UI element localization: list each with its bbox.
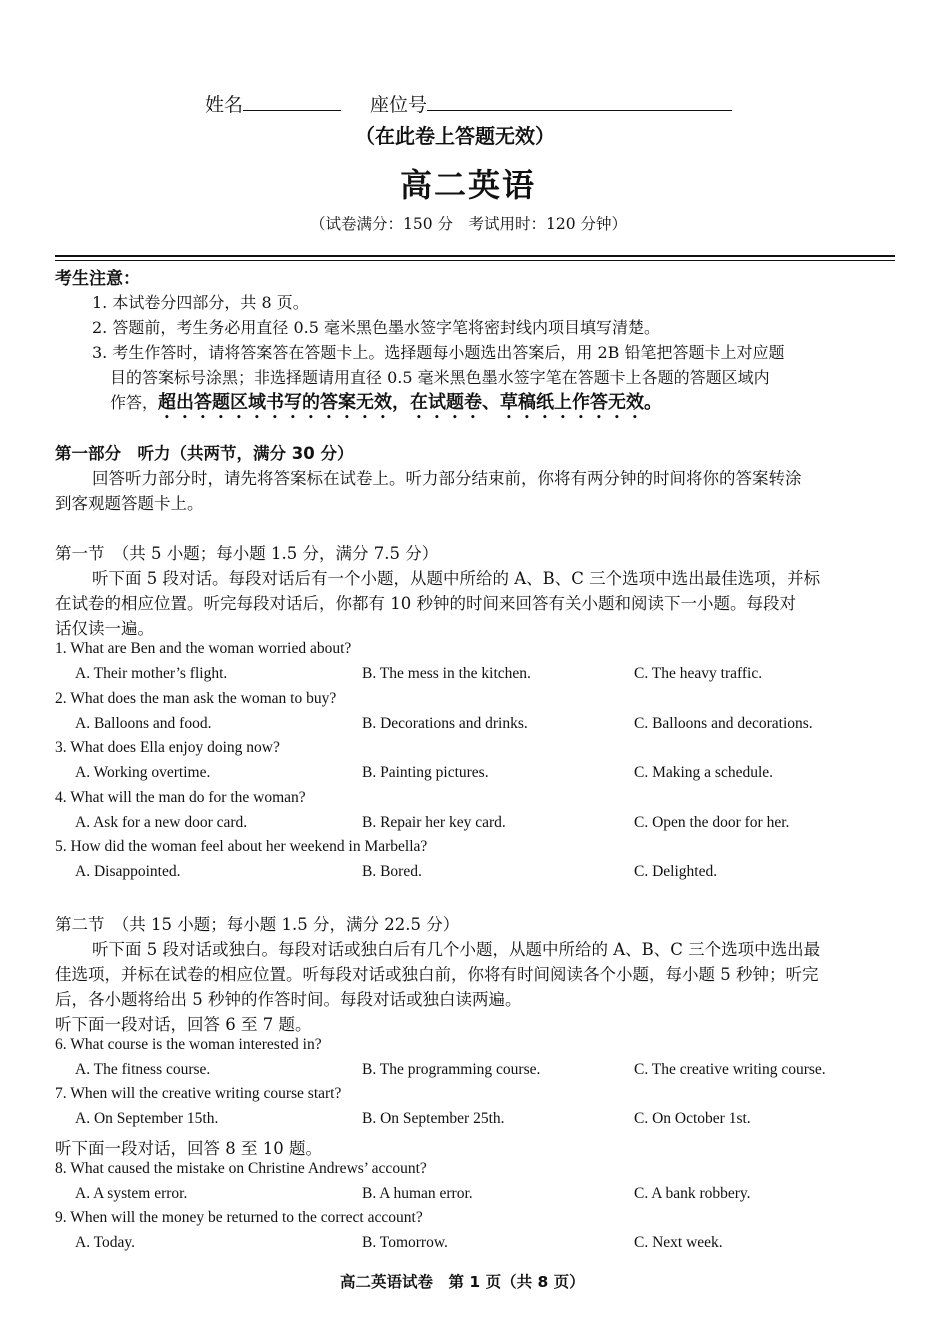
option-a: A. Balloons and food. xyxy=(75,715,212,732)
question-stem: 4. What will the man do for the woman? xyxy=(55,789,306,806)
option-b: B. A human error. xyxy=(362,1185,473,1202)
notice-item-3-line2: 目的答案标号涂黑；非选择题请用直径 0.5 毫米黑色墨水签字笔在答题卡上各题的答题区域内 xyxy=(110,368,770,387)
notice-item-2: 2. 答题前，考生务必用直径 0.5 毫米黑色墨水签字笔将密封线内项目填写清楚。 xyxy=(92,318,660,337)
group-instruction-6-7: 听下面一段对话，回答 6 至 7 题。 xyxy=(55,1015,312,1034)
name-label: 姓名 xyxy=(205,94,244,116)
invalid-notice: （在此卷上答题无效） xyxy=(355,124,555,148)
option-b: B. The mess in the kitchen. xyxy=(362,665,531,682)
notice-item-1: 1. 本试卷分四部分，共 8 页。 xyxy=(92,293,309,312)
notice-heading: 考生注意： xyxy=(55,269,140,289)
option-b: B. Bored. xyxy=(362,863,422,880)
option-b: B. On September 25th. xyxy=(362,1110,505,1127)
option-b: B. Decorations and drinks. xyxy=(362,715,528,732)
section1-heading: 第一节 （共 5 小题；每小题 1.5 分，满分 7.5 分） xyxy=(55,544,439,563)
notice-item-3-line1: 3. 考生作答时，请将答案答在答题卡上。选择题每小题选出答案后，用 2B 铅笔把答题卡上对应题 xyxy=(92,343,785,362)
question-stem: 5. How did the woman feel about her weekend in Marbella? xyxy=(55,838,428,855)
notice-item-3-prefix: 作答， xyxy=(110,393,159,412)
option-a: A. Their mother’s flight. xyxy=(75,665,228,682)
section2-instr-line3: 后，各小题将给出 5 秒钟的作答时间。每段对话或独白读两遍。 xyxy=(55,990,522,1009)
option-a: A. Today. xyxy=(75,1234,136,1251)
section2-heading: 第二节 （共 15 小题；每小题 1.5 分，满分 22.5 分） xyxy=(55,915,460,934)
option-b: B. The programming course. xyxy=(362,1061,541,1078)
option-c: C. A bank robbery. xyxy=(634,1185,751,1202)
option-a: A. The fitness course. xyxy=(75,1061,211,1078)
exam-subtitle: （试卷满分：150 分 考试用时：120 分钟） xyxy=(310,215,628,233)
page-title: 高二英语 xyxy=(400,166,537,204)
section1-instr-line2: 在试卷的相应位置。听完每段对话后，你都有 10 秒钟的时间来回答有关小题和阅读下一小题。每段对 xyxy=(55,594,796,613)
option-b: B. Painting pictures. xyxy=(362,764,489,781)
divider-thick xyxy=(55,255,895,257)
question-stem: 3. What does Ella enjoy doing now? xyxy=(55,739,280,756)
question-stem: 1. What are Ben and the woman worried about? xyxy=(55,640,352,657)
section2-instr-line2: 佳选项，并标在试卷的相应位置。听每段对话或独白前，你将有时间阅读各个小题，每小题 5 秒钟；听完 xyxy=(55,965,819,984)
option-a: A. Disappointed. xyxy=(75,863,181,880)
option-c: C. Delighted. xyxy=(634,863,718,880)
page-footer: 高二英语试卷 第 1 页（共 8 页） xyxy=(340,1273,585,1291)
option-b: B. Tomorrow. xyxy=(362,1234,448,1251)
group-instruction-8-10: 听下面一段对话，回答 8 至 10 题。 xyxy=(55,1139,322,1158)
section2-instr-line1: 听下面 5 段对话或独白。每段对话或独白后有几个小题，从题中所给的 A、B、C 三个选项中选出最 xyxy=(92,940,821,959)
seat-blank[interactable] xyxy=(427,92,732,111)
option-b: B. Repair her key card. xyxy=(362,814,506,831)
part1-intro-line1: 回答听力部分时，请先将答案标在试卷上。听力部分结束前，你将有两分钟的时间将你的答案转涂 xyxy=(92,469,802,488)
option-c: C. The creative writing course. xyxy=(634,1061,826,1078)
notice-item-3-line3 xyxy=(110,388,662,423)
part1-intro-line2: 到客观题答题卡上。 xyxy=(55,494,204,513)
question-stem: 6. What course is the woman interested in? xyxy=(55,1036,322,1053)
divider-thin xyxy=(55,260,895,261)
option-c: C. Open the door for her. xyxy=(634,814,790,831)
question-stem: 9. When will the money be returned to the correct account? xyxy=(55,1209,423,1226)
option-a: A. A system error. xyxy=(75,1185,188,1202)
option-c: C. The heavy traffic. xyxy=(634,665,763,682)
option-a: A. Ask for a new door card. xyxy=(75,814,248,831)
name-blank[interactable] xyxy=(243,92,341,111)
option-c: C. Next week. xyxy=(634,1234,723,1251)
seat-field xyxy=(370,90,732,117)
option-c: C. Balloons and decorations. xyxy=(634,715,813,732)
section1-instr-line1: 听下面 5 段对话。每段对话后有一个小题，从题中所给的 A、B、C 三个选项中选出最佳选项，并标 xyxy=(92,569,821,588)
question-stem: 8. What caused the mistake on Christine Andrews’ account? xyxy=(55,1160,427,1177)
option-c: C. On October 1st. xyxy=(634,1110,751,1127)
question-stem: 2. What does the man ask the woman to buy? xyxy=(55,690,337,707)
name-field xyxy=(205,90,341,117)
section1-instr-line3: 话仅读一遍。 xyxy=(55,619,154,638)
part1-heading: 第一部分 听力（共两节，满分 30 分） xyxy=(55,444,354,463)
question-stem: 7. When will the creative writing course start? xyxy=(55,1085,342,1102)
option-c: C. Making a schedule. xyxy=(634,764,774,781)
notice-emphasis: 超出答题区域书写的答案无效，在试题卷、草稿纸上作答无效。 xyxy=(158,392,663,413)
option-a: A. On September 15th. xyxy=(75,1110,219,1127)
seat-label: 座位号 xyxy=(370,94,428,116)
option-a: A. Working overtime. xyxy=(75,764,211,781)
